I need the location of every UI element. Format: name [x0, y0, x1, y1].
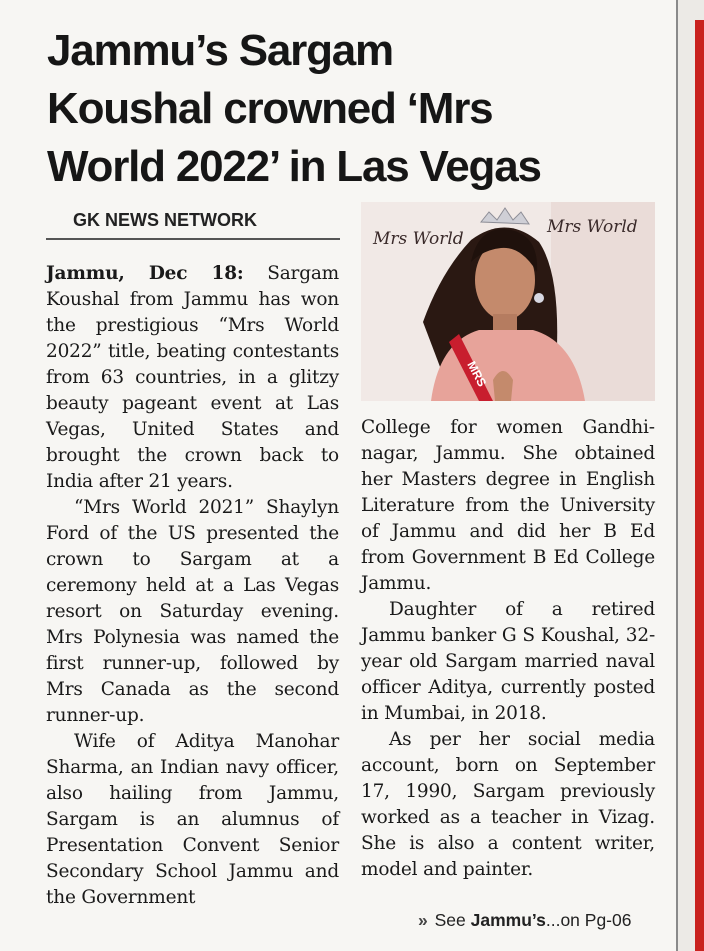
headline-line-2: Koushal crowned ‘Mrs: [47, 84, 493, 133]
continuation-suffix: ...on Pg-06: [545, 910, 632, 930]
photo-logo-left: Mrs World: [373, 229, 464, 249]
chevron-right-icon: »: [418, 910, 428, 930]
photo-logo-right: Mrs World: [547, 217, 638, 237]
adjacent-page-red-strip: [695, 20, 704, 951]
continuation-prefix: See: [434, 910, 466, 930]
article-photo: [361, 202, 655, 401]
headline-line-3: World 2022’ in Las Vegas: [47, 142, 541, 191]
paragraph-5: Daughter of a retired Jammu banker G S Koushal, 32-year old Sargam married naval officer Aditya, currently posted in Mumbai, in 2018.: [361, 599, 655, 724]
paragraph-1: [46, 261, 339, 495]
paragraph-4: College for women Gandhinagar, Jammu. She obtained her Masters degree in English Literature from the University of Jammu and did her B Ed from Government B Ed College Jammu.: [361, 417, 655, 594]
headline: [47, 22, 647, 196]
page-divider: [676, 0, 678, 951]
byline: GK NEWS NETWORK: [73, 210, 257, 230]
paragraph-2: “Mrs World 2021” Shaylyn Ford of the US presented the crown to Sargam at a ceremony held at a Las Vegas resort on Saturday evening. Mrs Polynesia was named the first runner-up, followed by Mrs Canada as the second runner-up.: [46, 497, 339, 726]
dateline: Jammu, Dec 18:: [46, 263, 244, 284]
paragraph-6: As per her social media account, born on September 17, 1990, Sargam previously worked as a teacher in Vizag. She is also a content writer, model and painter.: [361, 729, 655, 880]
headline-line-1: Jammu’s Sargam: [47, 26, 393, 75]
byline-rule: [46, 238, 340, 240]
article-column-right: [361, 415, 655, 883]
continuation-title: Jammu’s: [470, 910, 546, 930]
sash-text: MRS: [464, 358, 490, 389]
paragraph-3: Wife of Aditya Manohar Sharma, an Indian navy officer, also hailing from Jammu, Sargam is an alumnus of Presentation Convent Senior Secondary School Jammu and the Government: [46, 731, 339, 908]
continuation-link[interactable]: [418, 910, 631, 931]
photo-illustration: [361, 202, 655, 401]
article-column-left: [46, 261, 339, 911]
paragraph-1-text: Sargam Koushal from Jammu has won the prestigious “Mrs World 2022” title, beating contestants from 63 countries, in a glitzy beauty pageant event at Las Vegas, United States and brought the crown back to India after 21 years.: [46, 263, 340, 492]
